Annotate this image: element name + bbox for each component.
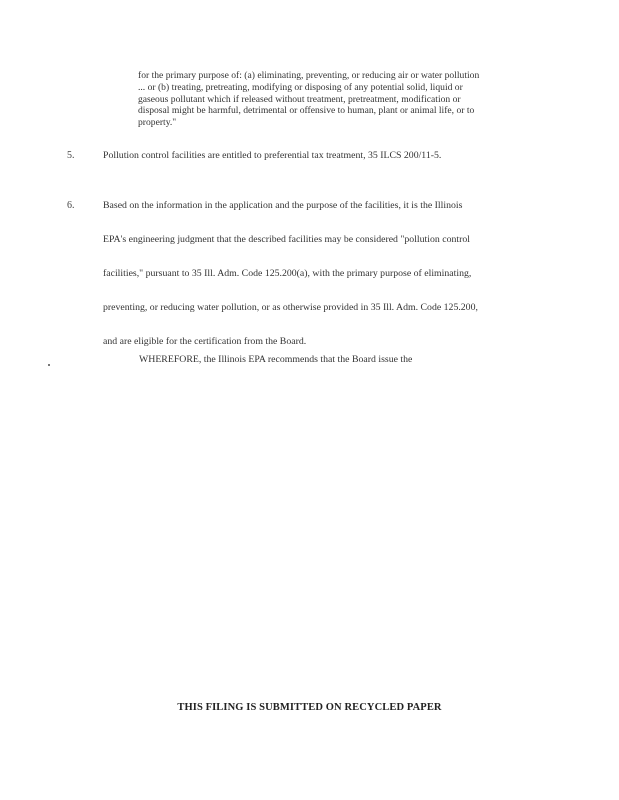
quote-line: property." [138, 117, 177, 129]
paragraph-5-number: 5. [67, 150, 75, 161]
paragraph-line: Based on the information in the application and the purpose of the facilities, it is the Illinois [103, 200, 463, 211]
scan-speck [48, 364, 50, 366]
paragraph-line: facilities," pursuant to 35 Ill. Adm. Code 125.200(a), with the primary purpose of eliminating, [103, 268, 472, 279]
quote-line: gaseous pollutant which if released without treatment, pretreatment, modification or [138, 93, 461, 105]
recycled-paper-footer: THIS FILING IS SUBMITTED ON RECYCLED PAPER [177, 702, 442, 713]
paragraph-line: EPA's engineering judgment that the described facilities may be considered "pollution control [103, 234, 470, 245]
quote-line: ... or (b) treating, pretreating, modifying or disposing of any potential solid, liquid or [138, 81, 463, 93]
paragraph-6-number: 6. [67, 200, 75, 211]
paragraph-line: and are eligible for the certification from the Board. [103, 336, 307, 347]
quote-line: for the primary purpose of: (a) eliminating, preventing, or reducing air or water pollution [138, 70, 480, 81]
paragraph-6 [103, 200, 533, 347]
quote-line: disposal might be harmful, detrimental or offensive to human, plant or animal life, or to [138, 105, 475, 117]
paragraph-5 [103, 150, 523, 161]
block-quote [138, 70, 538, 129]
wherefore-clause: WHEREFORE, the Illinois EPA recommends that the Board issue the [139, 354, 413, 365]
paragraph-line: preventing, or reducing water pollution, or as otherwise provided in 35 Ill. Adm. Code 125.200, [103, 302, 478, 313]
paragraph-line: Pollution control facilities are entitled to preferential tax treatment, 35 ILCS 200/11-5. [103, 150, 442, 161]
